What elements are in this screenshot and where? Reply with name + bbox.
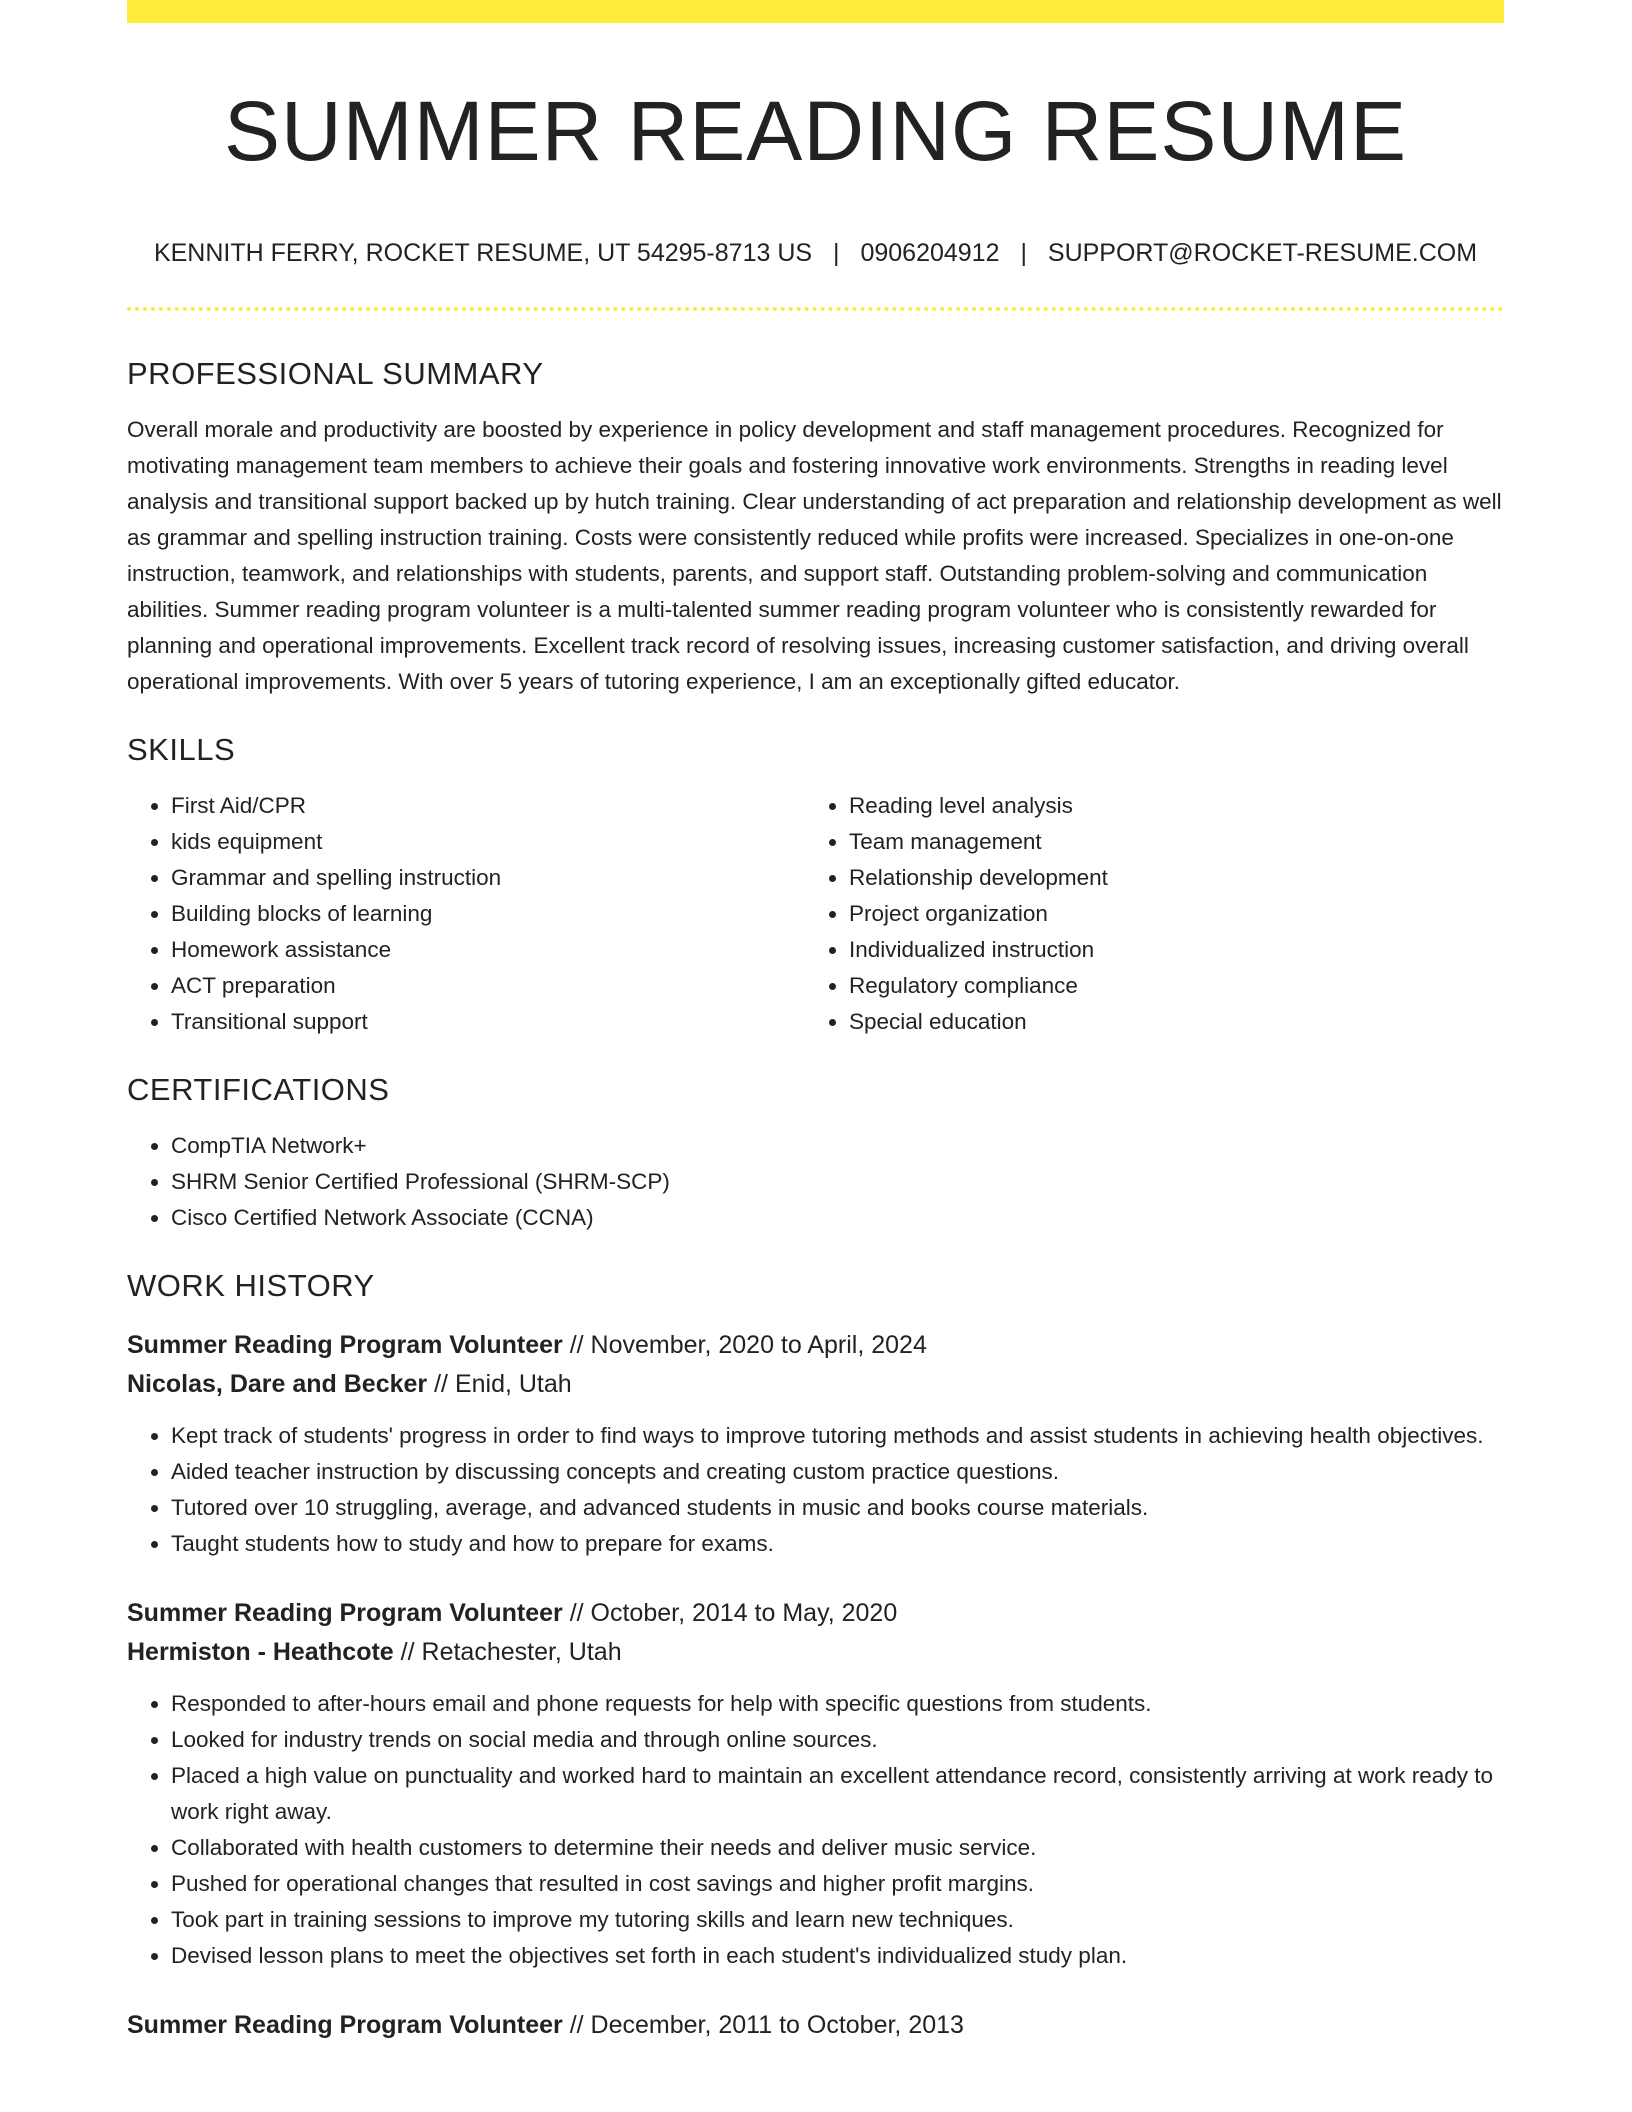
contact-line — [127, 236, 1504, 270]
certifications-heading: CERTIFICATIONS — [127, 1072, 390, 1107]
job-company-line — [127, 1633, 1504, 1672]
job-entry — [127, 2006, 1504, 2045]
job-company: Nicolas, Dare and Becker — [127, 1370, 428, 1398]
job-title: Summer Reading Program Volunteer — [127, 1599, 563, 1627]
job-bullet: • Taught students how to study and how to prepare for exams. — [171, 1526, 1504, 1562]
certifications-section — [127, 1068, 1504, 1236]
dotted-divider — [127, 307, 1504, 311]
job-dates: // November, 2020 to April, 2024 — [569, 1331, 927, 1359]
summary-text: Overall morale and productivity are boosted by experience in policy development and staff management procedures. Recognized for motivating management team members to achieve their goals and fostering innovative work environments. Strengths in reading level analysis and transitional support backed up by hutch training. Clear understanding of act preparation and relationship development as well as grammar and spelling instruction training. Costs were consistently reduced while profits were increased. Specializes in one-on-one instruction, teamwork, and relationships with students, parents, and support staff. Outstanding problem-solving and communication abilities. Summer reading program volunteer is a multi-talented summer reading program volunteer who is consistently rewarded for planning and operational improvements. Excellent track record of resolving issues, increasing customer satisfaction, and driving overall operational improvements. With over 5 years of tutoring experience, I am an exceptionally gifted educator. — [127, 417, 1502, 694]
job-location: // Retachester, Utah — [400, 1638, 622, 1666]
job-entry — [127, 1594, 1504, 1974]
work-history-section — [127, 1264, 1504, 2045]
job-title-line — [127, 1594, 1504, 1633]
job-title: Summer Reading Program Volunteer — [127, 2011, 563, 2039]
skill-item: • Project organization — [849, 896, 1483, 932]
contact-email: SUPPORT@ROCKET-RESUME.COM — [1047, 239, 1478, 267]
job-location: // Enid, Utah — [434, 1370, 572, 1398]
contact-address: KENNITH FERRY, ROCKET RESUME, UT 54295-8713 US — [153, 239, 813, 267]
skill-item: • Homework assistance — [171, 932, 805, 968]
job-bullet: • Looked for industry trends on social media and through online sources. — [171, 1722, 1504, 1758]
skills-section — [127, 728, 1504, 1040]
skill-item: • Special education — [849, 1004, 1483, 1040]
certification-item: • CompTIA Network+ — [171, 1128, 1504, 1164]
contact-phone: 0906204912 — [860, 239, 1000, 267]
summary-section — [127, 352, 1504, 700]
top-accent-bar — [127, 0, 1504, 23]
job-title-line — [127, 2006, 1504, 2045]
contact-separator: | — [1020, 239, 1027, 267]
job-dates: // December, 2011 to October, 2013 — [569, 2011, 964, 2039]
skill-item: • First Aid/CPR — [171, 788, 805, 824]
job-bullet: • Took part in training sessions to improve my tutoring skills and learn new techniques. — [171, 1902, 1504, 1938]
skill-item: • Building blocks of learning — [171, 896, 805, 932]
skill-item: • kids equipment — [171, 824, 805, 860]
job-bullet: • Kept track of students' progress in order to find ways to improve tutoring methods and assist students in achieving health objectives. — [171, 1418, 1504, 1454]
job-bullet: • Collaborated with health customers to determine their needs and deliver music service. — [171, 1830, 1504, 1866]
job-bullet: • Pushed for operational changes that resulted in cost savings and higher profit margins. — [171, 1866, 1504, 1902]
resume-content — [127, 352, 1504, 2045]
work-history-heading: WORK HISTORY — [127, 1268, 375, 1303]
contact-separator: | — [833, 239, 840, 267]
job-dates: // October, 2014 to May, 2020 — [569, 1599, 898, 1627]
job-title-line — [127, 1326, 1504, 1365]
certification-item: • SHRM Senior Certified Professional (SHRM-SCP) — [171, 1164, 1504, 1200]
skill-item: • Relationship development — [849, 860, 1483, 896]
job-bullet: • Aided teacher instruction by discussing concepts and creating custom practice questions. — [171, 1454, 1504, 1490]
skill-item: • ACT preparation — [171, 968, 805, 1004]
skills-heading: SKILLS — [127, 732, 236, 767]
certification-item: • Cisco Certified Network Associate (CCNA) — [171, 1200, 1504, 1236]
job-entry — [127, 1326, 1504, 1562]
skill-item: • Grammar and spelling instruction — [171, 860, 805, 896]
skill-item: • Regulatory compliance — [849, 968, 1483, 1004]
skill-item: • Reading level analysis — [849, 788, 1483, 824]
job-bullet: • Devised lesson plans to meet the objectives set forth in each student's individualized study plan. — [171, 1938, 1504, 1974]
job-company-line — [127, 1365, 1504, 1404]
job-company: Hermiston - Heathcote — [127, 1638, 394, 1666]
job-bullet: • Responded to after-hours email and phone requests for help with specific questions from students. — [171, 1686, 1504, 1722]
skills-columns — [127, 788, 1504, 1040]
skill-item: • Transitional support — [171, 1004, 805, 1040]
job-bullet: • Tutored over 10 struggling, average, and advanced students in music and books course materials. — [171, 1490, 1504, 1526]
job-title: Summer Reading Program Volunteer — [127, 1331, 563, 1359]
skill-item: • Individualized instruction — [849, 932, 1483, 968]
skills-column-right — [805, 788, 1483, 1040]
skills-column-left — [127, 788, 805, 1040]
skill-item: • Team management — [849, 824, 1483, 860]
resume-title: SUMMER READING RESUME — [223, 84, 1408, 178]
summary-heading: PROFESSIONAL SUMMARY — [127, 356, 544, 391]
job-bullet: • Placed a high value on punctuality and worked hard to maintain an excellent attendance record, consistently arriving at work ready to work right away. — [171, 1758, 1504, 1830]
